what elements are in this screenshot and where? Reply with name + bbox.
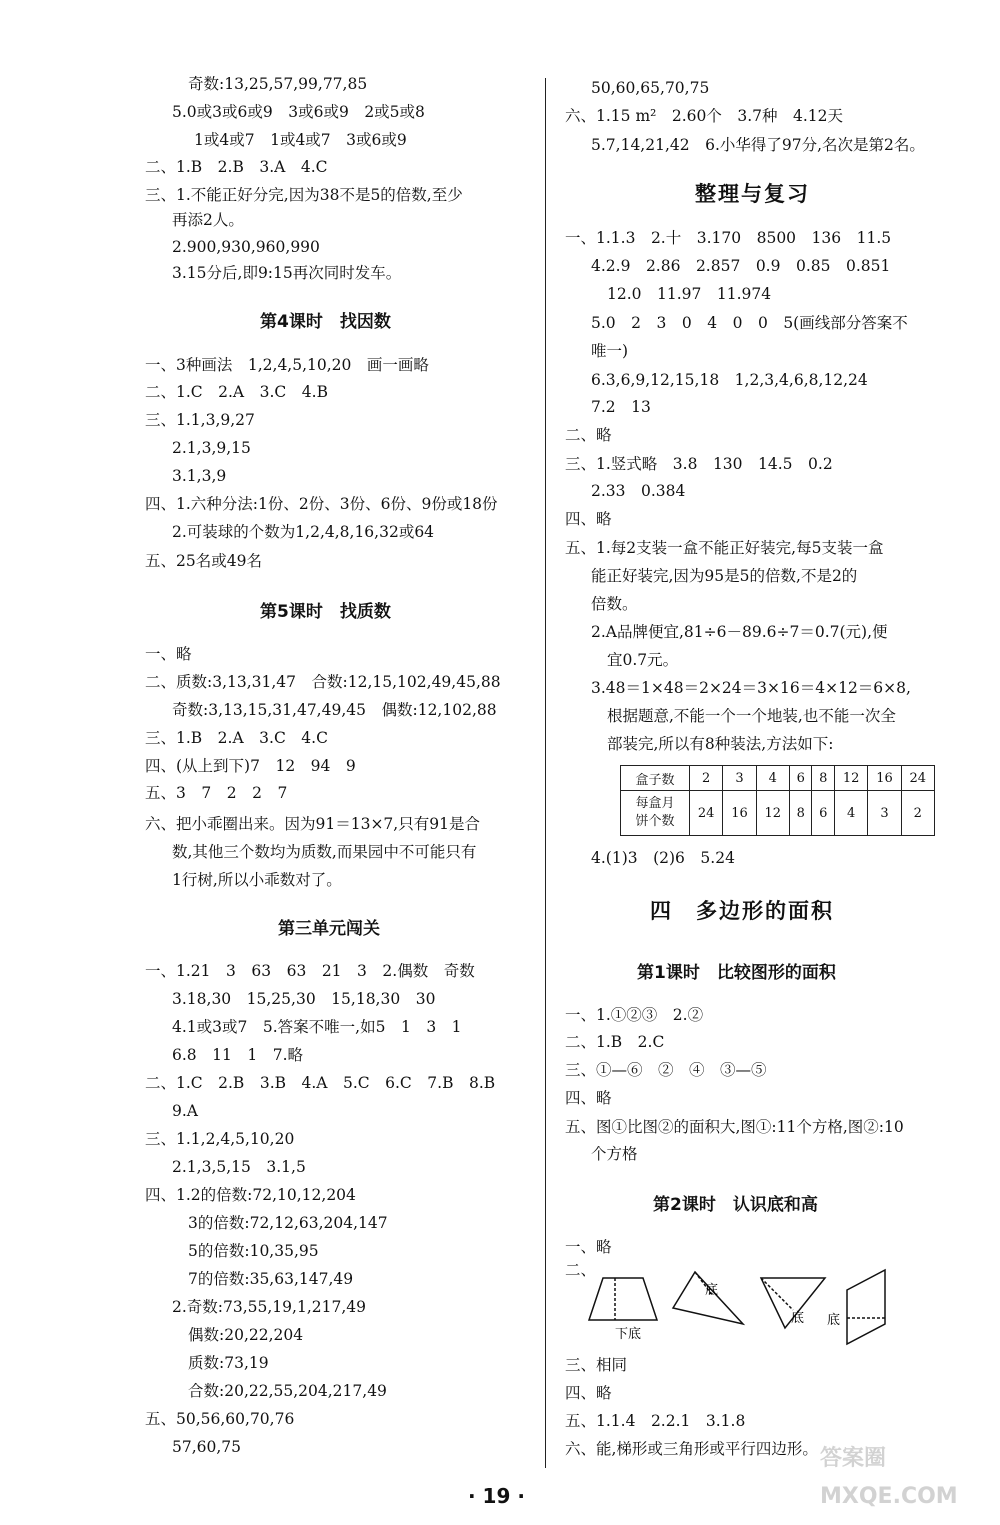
section-heading: 第5课时 找质数 — [260, 602, 391, 622]
answer-line: 一、1.①②③ 2.② — [565, 1006, 704, 1024]
table-cell: 6 — [812, 791, 835, 836]
table-cell: 12 — [756, 791, 789, 836]
answer-line: 五、图①比图②的面积大,图①:11个方格,图②:10 — [565, 1118, 904, 1136]
answer-line: 9.A — [172, 1102, 198, 1120]
table-cell: 16 — [868, 766, 901, 791]
answer-line: 唯一) — [591, 342, 629, 360]
boxes-table — [620, 765, 935, 836]
trapezoid-figure — [589, 1278, 657, 1320]
answer-line: 4.2.9 2.86 2.857 0.9 0.85 0.851 — [591, 257, 891, 275]
answer-line: 奇数:13,25,57,99,77,85 — [188, 75, 368, 93]
answer-line: 三、1.竖式略 3.8 130 14.5 0.2 — [565, 455, 833, 473]
triangle-1-label: 底 — [705, 1283, 719, 1298]
answer-line: 3.1,3,9 — [172, 467, 227, 485]
column-divider — [545, 78, 546, 1468]
table-cell: 2 — [901, 791, 934, 836]
answer-line: 5的倍数:10,35,95 — [188, 1242, 319, 1260]
answer-line: 3.15分后,即9:15再次同时发车。 — [172, 264, 402, 282]
answer-line: 四、1.2的倍数:72,10,12,204 — [145, 1186, 356, 1204]
section-heading: 整理与复习 — [695, 181, 810, 206]
watermark — [820, 1440, 990, 1516]
section-heading: 第1课时 比较图形的面积 — [637, 963, 836, 983]
answer-line: 4.1或3或7 5.答案不唯一,如5 1 3 1 — [172, 1018, 462, 1036]
answer-line: 一、1.1.3 2.十 3.170 8500 136 11.5 — [565, 229, 892, 247]
answer-line: 五、25名或49名 — [145, 552, 262, 570]
table-cell: 8 — [789, 791, 812, 836]
answer-line: 6.8 11 1 7.略 — [172, 1046, 304, 1064]
answer-line: 五、1.每2支装一盒不能正好装完,每5支装一盒 — [565, 539, 884, 557]
answer-line: 能正好装完,因为95是5的倍数,不是2的 — [591, 567, 858, 585]
answer-line: 一、3种画法 1,2,4,5,10,20 画一画略 — [145, 356, 429, 374]
answer-line: 二、1.C 2.B 3.B 4.A 5.C 6.C 7.B 8.B — [145, 1074, 496, 1092]
parallelogram-label: 底 — [827, 1313, 841, 1328]
triangle-2-label: 底 — [791, 1311, 805, 1326]
answer-line: 四、1.六种分法:1份、2份、3份、6份、9份或18份 — [145, 495, 498, 513]
answer-line: 数,其他三个数均为质数,而果园中不可能只有 — [172, 843, 477, 861]
cell-text: 每盒月 — [635, 796, 675, 811]
section-heading: 第4课时 找因数 — [260, 312, 391, 332]
table-row — [621, 791, 935, 836]
table-cell: 6 — [789, 766, 812, 791]
answer-line: 57,60,75 — [172, 1438, 242, 1456]
answer-line: 12.0 11.97 11.974 — [607, 285, 772, 303]
answer-line: 三、1.1,2,4,5,10,20 — [145, 1130, 295, 1148]
answer-line: 三、相同 — [565, 1356, 628, 1374]
parallelogram-figure — [847, 1270, 885, 1344]
answer-line: 二、1.B 2.C — [565, 1033, 665, 1051]
answer-line: 三、1.1,3,9,27 — [145, 411, 255, 429]
table-cell: 4 — [835, 791, 868, 836]
answer-line: 一、略 — [145, 645, 192, 663]
answer-line: 偶数:20,22,204 — [188, 1326, 304, 1344]
answer-line: 二、1.B 2.B 3.A 4.C — [145, 158, 328, 176]
section-heading: 第三单元闯关 — [278, 919, 380, 939]
table-cell: 24 — [901, 766, 934, 791]
answer-line: 2.1,3,9,15 — [172, 439, 251, 457]
answer-line: 3的倍数:72,12,63,204,147 — [188, 1214, 388, 1232]
answer-line: 合数:20,22,55,204,217,49 — [188, 1382, 387, 1400]
table-cell: 3 — [723, 766, 756, 791]
answer-line: 三、1.不能正好分完,因为38不是5的倍数,至少 — [145, 186, 463, 204]
section-heading: 四 多边形的面积 — [650, 898, 834, 923]
answer-line: 2.A品牌便宜,81÷6－89.6÷7＝0.7(元),便 — [591, 623, 888, 641]
answer-line: 六、1.15 m² 2.60个 3.7种 4.12天 — [565, 107, 844, 125]
answer-line: 一、略 — [565, 1238, 612, 1256]
table-cell: 12 — [835, 766, 868, 791]
table-cell: 2 — [690, 766, 723, 791]
answer-line: 2.900,930,960,990 — [172, 238, 320, 256]
table-cell: 24 — [690, 791, 723, 836]
answer-line: 2.1,3,5,15 3.1,5 — [172, 1158, 306, 1176]
answer-line: 宜0.7元。 — [607, 651, 679, 669]
triangle-figure-1 — [673, 1272, 743, 1324]
answer-line: 三、1.B 2.A 3.C 4.C — [145, 729, 328, 747]
answer-line: 五、50,56,60,70,76 — [145, 1410, 295, 1428]
answer-line: 50,60,65,70,75 — [591, 79, 710, 97]
answer-line: 6.3,6,9,12,15,18 1,2,3,4,6,8,12,24 — [591, 371, 868, 389]
answer-line: 部装完,所以有8种装法,方法如下: — [607, 735, 834, 753]
answer-line: 四、略 — [565, 1089, 612, 1107]
answer-line: 1或4或7 1或4或7 3或6或9 — [194, 131, 407, 149]
answer-line: 个方格 — [591, 1145, 638, 1163]
answer-line: 2.奇数:73,55,19,1,217,49 — [172, 1298, 366, 1316]
table-cell: 4 — [756, 766, 789, 791]
answer-line: 质数:73,19 — [188, 1354, 269, 1372]
answer-line: 根据题意,不能一个一个地装,也不能一次全 — [607, 707, 896, 725]
answer-line: 1行树,所以小乖数对了。 — [172, 871, 342, 889]
answer-line: 四、(从上到下)7 12 94 9 — [145, 757, 356, 775]
answer-line: 二、1.C 2.A 3.C 4.B — [145, 383, 328, 401]
answer-line: 5.0 2 3 0 4 0 0 5(画线部分答案不 — [591, 314, 908, 332]
table-cell — [621, 791, 690, 836]
answer-line: 2.可装球的个数为1,2,4,8,16,32或64 — [172, 523, 435, 541]
table-cell: 8 — [812, 766, 835, 791]
answer-line: 倍数。 — [591, 595, 638, 613]
answer-line: 奇数:3,13,15,31,47,49,45 偶数:12,102,88 — [172, 701, 497, 719]
answer-line: 四、略 — [565, 1384, 612, 1402]
answer-line: 五、3 7 2 2 7 — [145, 784, 288, 802]
answer-line: 二、略 — [565, 426, 612, 444]
answer-line: 一、1.21 3 63 63 21 3 2.偶数 奇数 — [145, 962, 475, 980]
answer-line: 二、 — [565, 1261, 597, 1279]
table-cell: 16 — [723, 791, 756, 836]
table-row — [621, 766, 935, 791]
table-cell: 3 — [868, 791, 901, 836]
answer-line: 4.(1)3 (2)6 5.24 — [591, 849, 735, 867]
base-height-figures — [585, 1268, 895, 1348]
answer-line: 5.0或3或6或9 3或6或9 2或5或8 — [172, 103, 425, 121]
page-number: · 19 · — [468, 1484, 525, 1508]
answer-line: 六、把小乖圈出来。因为91＝13×7,只有91是合 — [145, 815, 480, 833]
answer-line: 3.18,30 15,25,30 15,18,30 30 — [172, 990, 436, 1008]
answer-line: 再添2人。 — [172, 211, 244, 229]
answer-line: 五、1.1.4 2.2.1 3.1.8 — [565, 1412, 746, 1430]
table-cell: 盒子数 — [621, 766, 690, 791]
answer-line: 7的倍数:35,63,147,49 — [188, 1270, 354, 1288]
answer-line: 2.33 0.384 — [591, 482, 686, 500]
section-heading: 第2课时 认识底和高 — [653, 1195, 818, 1215]
answer-line: 三、①—⑥ ② ④ ③—⑤ — [565, 1061, 767, 1079]
trapezoid-label: 下底 — [615, 1327, 642, 1342]
answer-line: 二、质数:3,13,31,47 合数:12,15,102,49,45,88 — [145, 673, 501, 691]
watermark-text: 答案圈 MXQE.COM — [820, 1446, 958, 1509]
answer-line: 四、略 — [565, 510, 612, 528]
answer-line: 7.2 13 — [591, 398, 651, 416]
answer-line: 3.48＝1×48＝2×24＝3×16＝4×12＝6×8, — [591, 679, 911, 697]
answer-line: 5.7,14,21,42 6.小华得了97分,名次是第2名。 — [591, 136, 925, 154]
answer-line: 六、能,梯形或三角形或平行四边形。 — [565, 1440, 818, 1458]
cell-text: 饼个数 — [635, 814, 675, 829]
